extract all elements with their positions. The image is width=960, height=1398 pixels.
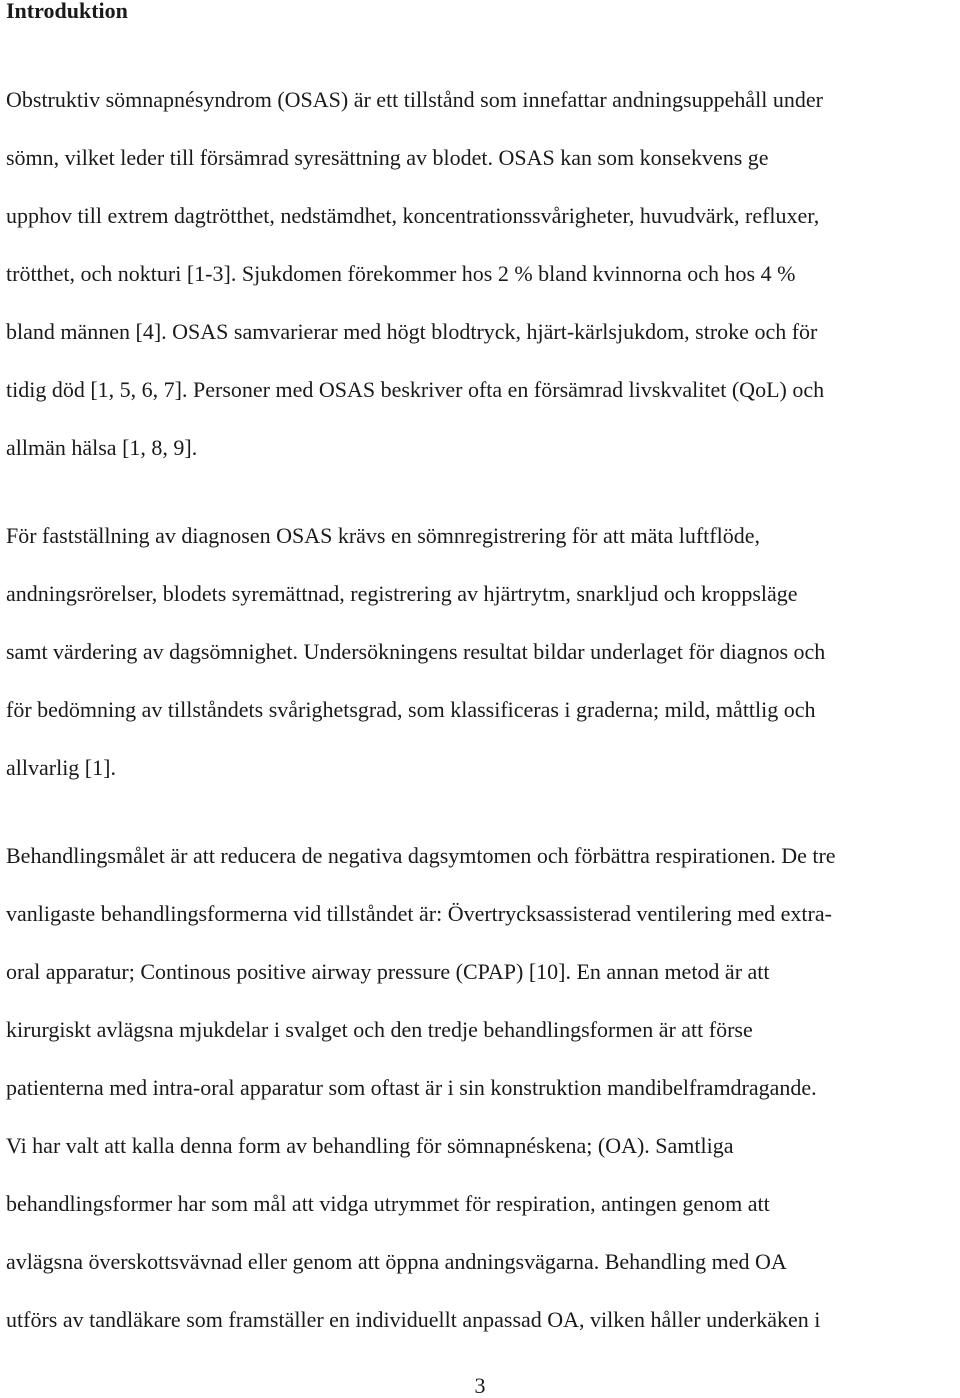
text-line: patienterna med intra-oral apparatur som oftast är i sin konstruktion mandibelframdragande. xyxy=(6,1075,817,1100)
text-line: tidig död [1, 5, 6, 7]. Personer med OSAS beskriver ofta en försämrad livskvalitet (QoL) och xyxy=(6,377,825,402)
section-heading: Introduktion xyxy=(6,0,128,23)
text-line: behandlingsformer har som mål att vidga utrymmet för respiration, antingen genom att xyxy=(6,1191,770,1216)
text-line: allvarlig [1]. xyxy=(6,755,116,780)
text-line: vanligaste behandlingsformerna vid tillståndet är: Övertrycksassisterad ventilering med extra- xyxy=(6,901,832,926)
text-line: för bedömning av tillståndets svårighetsgrad, som klassificeras i graderna; mild, måttlig och xyxy=(6,697,816,722)
text-line: utförs av tandläkare som framställer en individuellt anpassad OA, vilken håller underkäken i xyxy=(6,1307,821,1332)
text-line: kirurgiskt avlägsna mjukdelar i svalget och den tredje behandlingsformen är att förse xyxy=(6,1017,753,1042)
text-line: avlägsna överskottsvävnad eller genom att öppna andningsvägarna. Behandling med OA xyxy=(6,1249,787,1274)
page-number: 3 xyxy=(474,1373,486,1398)
text-line: Obstruktiv sömnapnésyndrom (OSAS) är ett tillstånd som innefattar andningsuppehåll under xyxy=(6,87,823,112)
text-line: samt värdering av dagsömnighet. Undersökningens resultat bildar underlaget för diagnos och xyxy=(6,639,826,664)
text-line: Vi har valt att kalla denna form av behandling för sömnapnéskena; (OA). Samtliga xyxy=(6,1133,734,1158)
text-line: Behandlingsmålet är att reducera de negativa dagsymtomen och förbättra respirationen. De tre xyxy=(6,843,836,868)
text-line: trötthet, och nokturi [1-3]. Sjukdomen förekommer hos 2 % bland kvinnorna och hos 4 % xyxy=(6,261,796,286)
text-line: upphov till extrem dagtrötthet, nedstämdhet, koncentrationssvårigheter, huvudvärk, refluxer, xyxy=(6,203,820,228)
text-line: oral apparatur; Continous positive airway pressure (CPAP) [10]. En annan metod är att xyxy=(6,959,770,984)
text-line: bland männen [4]. OSAS samvarierar med högt blodtryck, hjärt-kärlsjukdom, stroke och för xyxy=(6,319,818,344)
text-line: sömn, vilket leder till försämrad syresättning av blodet. OSAS kan som konsekvens ge xyxy=(6,145,769,170)
text-line: allmän hälsa [1, 8, 9]. xyxy=(6,435,198,460)
text-line: För fastställning av diagnosen OSAS krävs en sömnregistrering för att mäta luftflöde, xyxy=(6,523,760,548)
text-line: andningsrörelser, blodets syremättnad, registrering av hjärtrytm, snarkljud och kroppsläge xyxy=(6,581,798,606)
